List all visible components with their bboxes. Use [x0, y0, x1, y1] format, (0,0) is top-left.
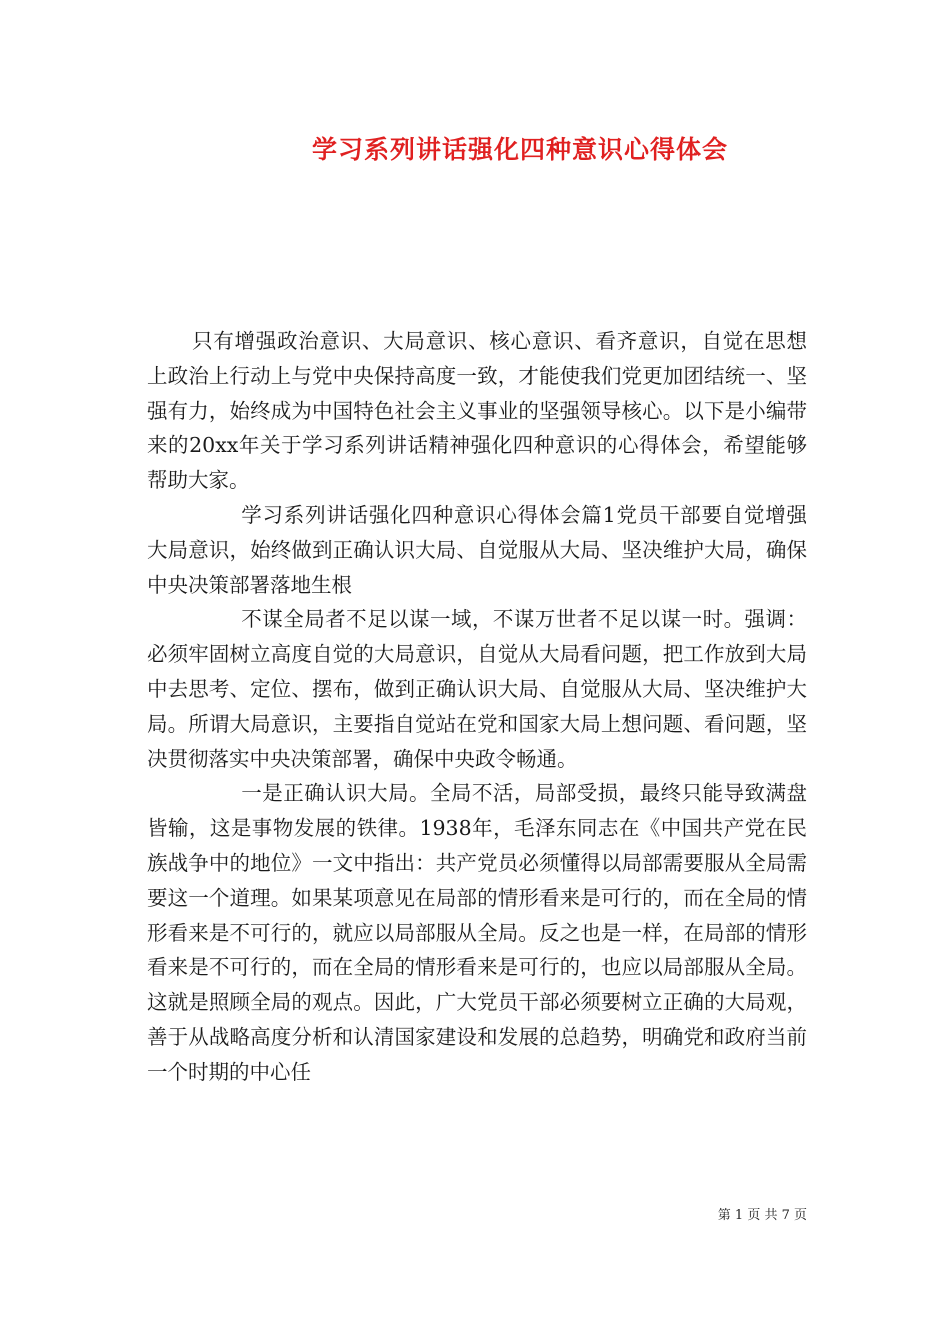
document-title: 学习系列讲话强化四种意识心得体会 — [311, 135, 728, 164]
document-body — [147, 324, 807, 1090]
paragraph-section-heading: 学习系列讲话强化四种意识心得体会篇1党员干部要自觉增强大局意识，始终做到正确认识大局、自觉服从大局、坚决维护大局，确保中央决策部署落地生根 — [147, 502, 807, 597]
paragraph-intro: 只有增强政治意识、大局意识、核心意识、看齐意识，自觉在思想上政治上行动上与党中央保持高度一致，才能使我们党更加团结统一、坚强有力，始终成为中国特色社会主义事业的坚强领导核心。以下是小编带来的20xx年关于学习系列讲话精神强化四种意识的心得体会，希望能够帮助大家。 — [147, 329, 807, 493]
paragraph-big-picture: 不谋全局者不足以谋一域，不谋万世者不足以谋一时。强调：必须牢固树立高度自觉的大局意识，自觉从大局看问题，把工作放到大局中去思考、定位、摆布，做到正确认识大局、自觉服从大局、坚决维护大局。所谓大局意识，主要指自觉站在党和国家大局上想问题、看问题，坚决贯彻落实中央决策部署，确保中央政令畅通。 — [147, 607, 807, 771]
paragraph-point-one: 一是正确认识大局。全局不活，局部受损，最终只能导致满盘皆输，这是事物发展的铁律。1938年，毛泽东同志在《中国共产党在民族战争中的地位》一文中指出：共产党员必须懂得以局部需要服从全局需要这一个道理。如果某项意见在局部的情形看来是可行的，而在全局的情形看来是不可行的，就应以局部服从全局。反之也是一样，在局部的情形看来是不可行的，而在全局的情形看来是可行的，也应以局部服从全局。这就是照顾全局的观点。因此，广大党员干部必须要树立正确的大局观，善于从战略高度分析和认清国家建设和发展的总趋势，明确党和政府当前一个时期的中心任 — [147, 781, 807, 1084]
page-number-footer: 第 1 页 共 7 页 — [717, 1208, 807, 1223]
